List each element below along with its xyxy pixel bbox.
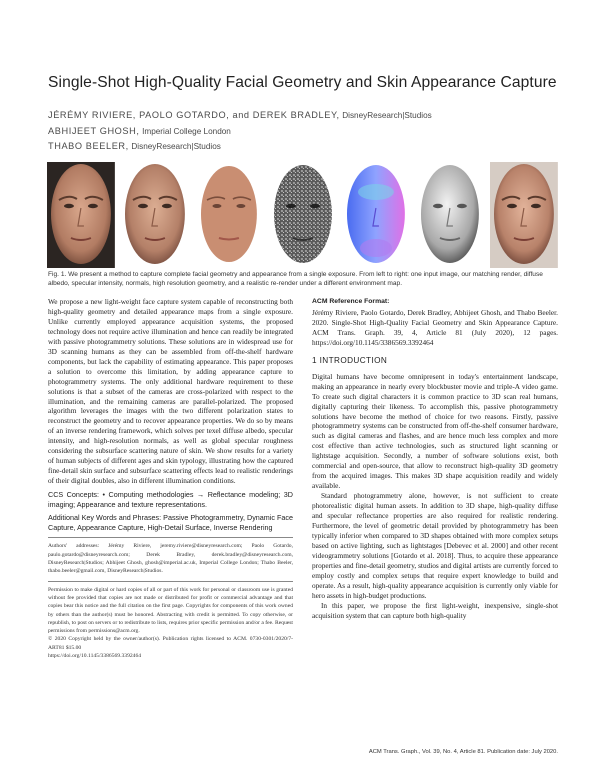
face-panel-normals bbox=[342, 162, 410, 268]
abstract: We propose a new light-weight face capture system capable of reconstructing both high-quality geometry and detailed appearance maps from a single exposure. Unlike currently employed appearance acquisition systems, the proposed technology does not require active illumination and hence can readily be integrated with passive photogrammetry solutions. These solutions are in widespread use for 3D scanning humans as they can be assembled from off-the-shelf hardware components, but lack the capability of estimating appearance. This paper proposes a solution to overcome this limitation, by adding appearance capture to photogrammetry systems. The only additional hardware requirement to these solutions is that a subset of the cameras are cross-polarized with respect to the illumination, and the remaining cameras are parallel-polarized. The proposed algorithm leverages the images with the two different polarization states to reconstruct the geometry and to recover appearance properties. We do so by means of an inverse rendering framework, which solves per texel diffuse albedo, specular intensity, and high-resolution normals, as well as global specular roughness considering the subsurface scattering nature of skin. We show results for a variety of human subjects of different ages and skin typology, illustrating how the captured fine-detail skin surface and subsurface scattering effects lead to realistic renderings of their digital doubles, also in different illumination conditions. bbox=[48, 297, 293, 486]
teaser-figure bbox=[47, 162, 558, 268]
author-addresses: Authors' addresses: Jérémy Riviere, jeremy.riviere@disneyresearch.com; Paolo Gotardo, paulo.gotardo@disneyresearch.com; Derek Bradley, derek.bradley@disneyresearch.com, DisneyResearch|Studios; Abhijeet Ghosh, ghosh@imperial.ac.uk, Imperial College London; Thabo Beeler, thabo.beeler@gmail.com, DisneyResearch|Studios. bbox=[48, 543, 293, 575]
page-footer: ACM Trans. Graph., Vol. 39, No. 4, Article 81. Publication date: July 2020. bbox=[368, 749, 558, 755]
face-panel-high-resolution-geometry bbox=[416, 162, 484, 268]
author-block bbox=[48, 108, 558, 155]
figure-caption-label: Fig. 1. bbox=[48, 271, 67, 278]
doi-link[interactable]: https://doi.org/10.1145/3386569.3392464 bbox=[48, 653, 142, 660]
face-panel-diffuse-albedo bbox=[195, 162, 263, 268]
figure-caption-text: We present a method to capture complete facial geometry and appearance from a single exposure. From left to right: one input image, our matching render, diffuse albedo, specular intensity, normals, high resolution geometry, and a realistic re-render under a different environment map. bbox=[48, 271, 543, 288]
ccs-concepts: CCS Concepts: • Computing methodologies → Reflectance modeling; 3D imaging; Appearance and texture representations. bbox=[48, 490, 293, 509]
author-affiliation-1: DisneyResearch|Studios bbox=[342, 111, 432, 120]
intro-paragraph-3: In this paper, we propose the first light-weight, inexpensive, single-shot acquisition system that can capture both high-quality bbox=[312, 600, 558, 620]
figure-caption bbox=[48, 270, 558, 289]
copyright-notice: © 2020 Copyright held by the owner/author(s). Publication rights licensed to ACM. 0730-0301/2020/7-ART81 $15.00 bbox=[48, 636, 293, 651]
author-names-3: THABO BEELER, bbox=[48, 141, 129, 151]
face-panel-specular-intensity bbox=[269, 162, 337, 268]
face-panel-re-render bbox=[490, 162, 558, 268]
intro-paragraph-1: Digital humans have become omnipresent in today's entertainment landscape, making an appearance in nearly every blockbuster movie and triple-A video game. To create such digital characters it is common practice to 3D scan real humans, digitally capturing their likeness. To accomplish this, passive photogrammetry solutions have become the method of choice for two reasons. Firstly, passive photogrammetry systems can be constructed from off-the-shelf consumer hardware, such as digital cameras and flashes, and are hence much less complex and more cost effective than active technologies, such as structured light scanning or lightstage acquisition. Secondly, a number of software solutions exist, both commercial and open-source, that allow to reconstruct high-quality 3D geometry from the acquired images. This makes 3D shape acquisition readily and widely available. bbox=[312, 371, 558, 491]
acm-reference-heading: ACM Reference Format: bbox=[312, 298, 390, 305]
divider bbox=[48, 581, 293, 582]
left-column bbox=[48, 297, 293, 660]
section-heading-introduction: 1 INTRODUCTION bbox=[312, 355, 388, 365]
author-line-3 bbox=[48, 139, 558, 155]
right-column bbox=[312, 297, 558, 621]
face-panel-matching-render bbox=[121, 162, 189, 268]
intro-paragraph-2: Standard photogrammetry alone, however, is not sufficient to create photorealistic digital human assets. In addition to 3D shape, high-quality diffuse and specular reflectance properties are also required for realistic rendering. Furthermore, the level of geometric detail provided by photogrammetry has been typically inferior when compared to 3D shapes obtained with more complex setups based on active lighting, such as lightstages [Debevec et al. 2000] and other recent videogrammetry solutions [Gotardo et al. 2018]. Thus, to acquire these appearance properties and fine-detail geometry, studios and digital artists are currently forced to employ costly and complex setups that require expert knowledge to build and operate. As a result, high-quality appearance acquisition is currently only viable for hero assets in high-budget productions. bbox=[312, 491, 558, 600]
author-affiliation-2: Imperial College London bbox=[142, 126, 231, 136]
face-panel-input-image bbox=[47, 162, 115, 268]
acm-reference: Jérémy Riviere, Paolo Gotardo, Derek Bradley, Abhijeet Ghosh, and Thabo Beeler. 2020. Single-Shot High-Quality Facial Geometry and Skin Appearance Capture. ACM Trans. Graph. 39, 4, Article 81 (July 2020), 12 pages. https://doi.org/10.1145/3386569.3392464 bbox=[312, 307, 558, 347]
author-line-1 bbox=[48, 108, 558, 124]
author-names-1: JÉRÉMY RIVIERE, PAOLO GOTARDO, and DEREK BRADLEY, bbox=[48, 110, 340, 120]
permission-notice: Permission to make digital or hard copies of all or part of this work for personal or classroom use is granted without fee provided that copies are not made or distributed for profit or commercial advantage and that copies bear this notice and the full citation on the first page. Copyrights for components of this work owned by others than the author(s) must be honored. Abstracting with credit is permitted. To copy otherwise, or republish, to post on servers or to redistribute to lists, requires prior specific permission and/or a fee. Request permissions from permissions@acm.org. bbox=[48, 586, 293, 635]
author-names-2: ABHIJEET GHOSH, bbox=[48, 125, 140, 136]
paper-title: Single-Shot High-Quality Facial Geometry and Skin Appearance Capture bbox=[48, 74, 557, 91]
divider bbox=[48, 537, 293, 538]
author-affiliation-3: DisneyResearch|Studios bbox=[131, 142, 221, 151]
keywords: Additional Key Words and Phrases: Passive Photogrammetry, Dynamic Face Capture, Appearance Capture, High-Detail Surface, Inverse Rendering bbox=[48, 513, 293, 532]
author-line-2 bbox=[48, 124, 558, 140]
